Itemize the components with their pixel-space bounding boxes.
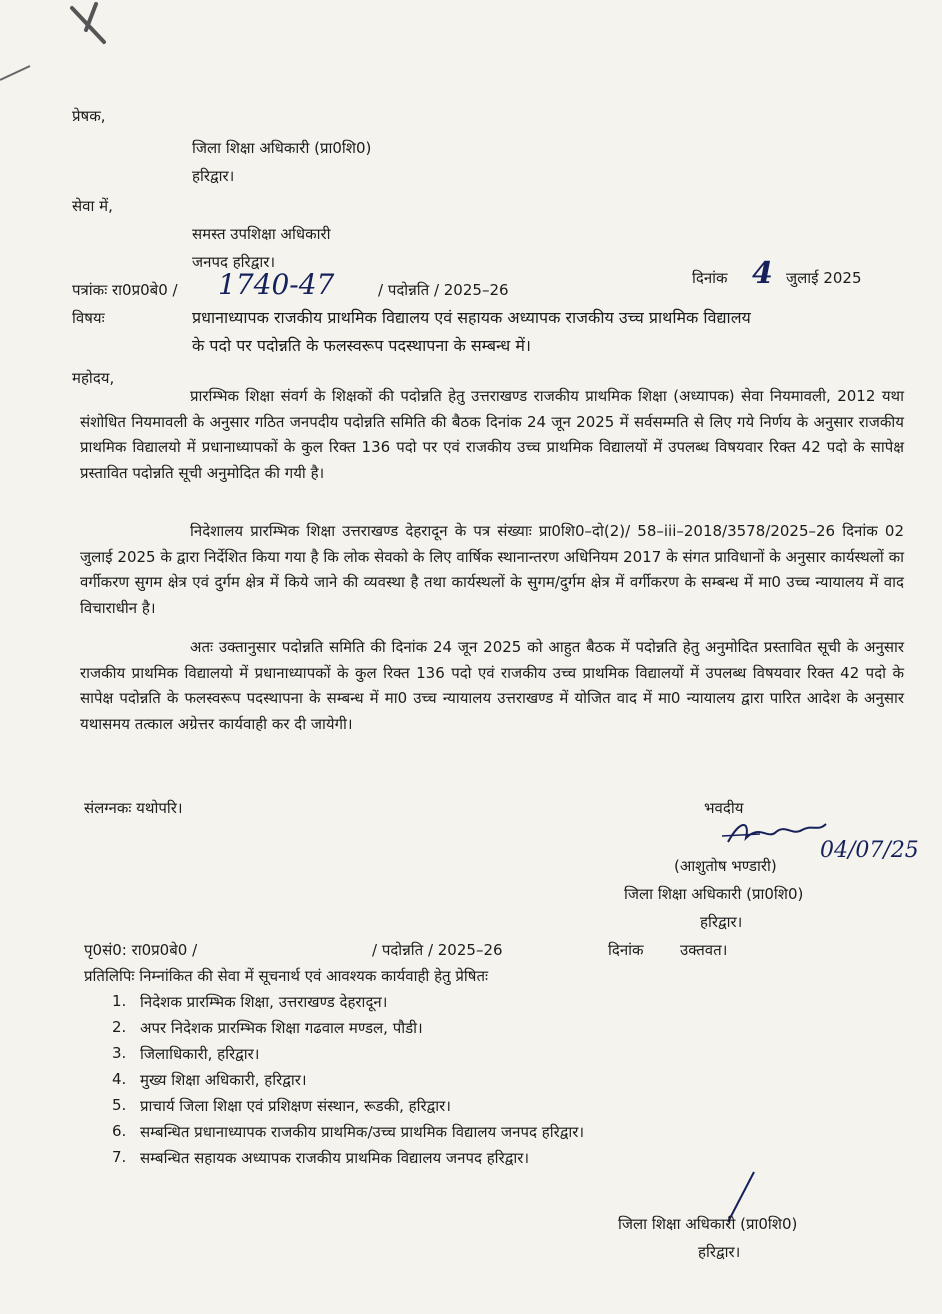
list-item-number: 2. bbox=[112, 1018, 127, 1036]
list-item-number: 6. bbox=[112, 1122, 127, 1140]
reference-suffix: / पदोन्नति / 2025–26 bbox=[378, 281, 509, 299]
sender-designation: जिला शिक्षा अधिकारी (प्रा0शि0) bbox=[192, 139, 372, 157]
list-item-number: 7. bbox=[112, 1148, 127, 1166]
body-paragraph-1: प्रारम्भिक शिक्षा संवर्ग के शिक्षकों की पदोन्नति हेतु उत्तराखण्ड राजकीय प्राथमिक शिक्षा (अध्यापक) सेवा नियमावली, 2012 यथा संशोधित नियमावली के अनुसार गठित जनपदीय पदोन्नति समिति की बैठक दिनांक 24 जून 2025 में सर्वसम्मति से लिए गये निर्णय के अनुसार राजकीय प्राथमिक विद्यालयो में प्रधानाध्यापकों के कुल रिक्त 136 पदो पर एवं राजकीय उच्च प्राथमिक विद्यालयों में उपलब्ध विषयवार रिक्त 42 पदो के सापेक्ष प्रस्तावित पदोन्नति सूची अनुमोदित की गयी है। bbox=[80, 387, 904, 482]
signature-closing: भवदीय bbox=[704, 799, 744, 817]
reference-date-day: 4 bbox=[752, 256, 773, 291]
reference-prefix: पत्रांकः रा0प्र0बे0 / bbox=[72, 281, 178, 299]
list-item-number: 4. bbox=[112, 1070, 127, 1088]
signature-handwritten-date: 04/07/25 bbox=[820, 838, 919, 863]
list-item-number: 1. bbox=[112, 992, 127, 1010]
list-item-number: 5. bbox=[112, 1096, 127, 1114]
sender-place: हरिद्वार। bbox=[192, 167, 235, 185]
footer-place: हरिद्वार। bbox=[698, 1243, 741, 1261]
reference-handwritten-number: 1740-47 bbox=[218, 268, 335, 301]
signature-name: (आशुतोष भण्डारी) bbox=[674, 857, 777, 875]
enclosure: संलग्नकः यथोपरि। bbox=[84, 799, 183, 817]
subject-line-1: प्रधानाध्यापक राजकीय प्राथमिक विद्यालय एवं सहायक अध्यापक राजकीय उच्च प्राथमिक विद्यालय bbox=[192, 308, 751, 327]
list-item: सम्बन्धित प्रधानाध्यापक राजकीय प्राथमिक/उच्च प्राथमिक विद्यालय जनपद हरिद्वार। bbox=[140, 1123, 585, 1141]
subject-label: विषयः bbox=[72, 309, 105, 327]
list-item: सम्बन्धित सहायक अध्यापक राजकीय प्राथमिक विद्यालय जनपद हरिद्वार। bbox=[140, 1149, 530, 1167]
copy-reference-date-value: उक्तवत। bbox=[680, 941, 728, 959]
footer-designation: जिला शिक्षा अधिकारी (प्रा0शि0) bbox=[618, 1215, 798, 1233]
list-item-number: 3. bbox=[112, 1044, 127, 1062]
copy-intro: प्रतिलिपिः निम्नांकित की सेवा में सूचनार्थ एवं आवश्यक कार्यवाही हेतु प्रेषितः bbox=[84, 967, 489, 985]
list-item: निदेशक प्रारम्भिक शिक्षा, उत्तराखण्ड देहरादून। bbox=[140, 993, 388, 1011]
list-item: मुख्य शिक्षा अधिकारी, हरिद्वार। bbox=[140, 1071, 307, 1089]
list-item: जिलाधिकारी, हरिद्वार। bbox=[140, 1045, 260, 1063]
reference-date-rest: जुलाई 2025 bbox=[786, 269, 862, 287]
copy-reference-prefix: पृ0सं0: रा0प्र0बे0 / bbox=[84, 941, 198, 959]
body-paragraph-2: निदेशालय प्रारम्भिक शिक्षा उत्तराखण्ड देहरादून के पत्र संख्याः प्रा0शि0–दो(2)/ 58–iii–2018/3578/2025–26 दिनांक 02 जुलाई 2025 के द्वारा निर्देशित किया गया है कि लोक सेवको के लिए वार्षिक स्थानान्तरण अधिनियम 2017 के संगत प्राविधानों के अनुसार कार्यस्थलों का वर्गीकरण सुगम क्षेत्र एवं दुर्गम क्षेत्र में किये जाने की व्यवस्था है तथा कार्यस्थलों के सुगम/दुर्गम क्षेत्र में वर्गीकरण के सम्बन्ध में मा0 उच्च न्यायालय में वाद विचाराधीन है। bbox=[80, 522, 904, 617]
signature-place: हरिद्वार। bbox=[700, 913, 743, 931]
staple-mark bbox=[0, 0, 140, 90]
subject-line-2: के पदो पर पदोन्नति के फलस्वरूप पदस्थापना के सम्बन्ध में। bbox=[192, 336, 531, 355]
copy-reference-middle: / पदोन्नति / 2025–26 bbox=[372, 941, 503, 959]
sender-label: प्रेषक, bbox=[72, 107, 106, 125]
salutation: महोदय, bbox=[72, 369, 115, 387]
recipient-label: सेवा में, bbox=[72, 197, 113, 215]
copy-reference-date-label: दिनांक bbox=[608, 941, 644, 959]
signature-designation: जिला शिक्षा अधिकारी (प्रा0शि0) bbox=[624, 885, 804, 903]
body-paragraph-3: अतः उक्तानुसार पदोन्नति समिति की दिनांक 24 जून 2025 को आहुत बैठक में पदोन्नति हेतु अनुमोदित प्रस्तावित सूची के अनुसार राजकीय प्राथमिक विद्यालयो में प्रधानाध्यापकों के कुल रिक्त 136 पदो एवं राजकीय उच्च प्राथमिक विद्यालयों में उपलब्ध विषयवार रिक्त 42 पदो के सापेक्ष पदोन्नति के फलस्वरूप पदस्थापना के सम्बन्ध में मा0 उच्च न्यायालय उत्तराखण्ड में योजित वाद में मा0 न्यायालय द्वारा पारित आदेश के अनुसार यथासमय तत्काल अग्रेत्तर कार्यवाही कर दी जायेगी। bbox=[80, 638, 904, 733]
list-item: प्राचार्य जिला शिक्षा एवं प्रशिक्षण संस्थान, रूडकी, हरिद्वार। bbox=[140, 1097, 451, 1115]
reference-date-label: दिनांक bbox=[692, 269, 728, 287]
recipient-place: जनपद हरिद्वार। bbox=[192, 253, 276, 271]
list-item: अपर निदेशक प्रारम्भिक शिक्षा गढवाल मण्डल, पौडी। bbox=[140, 1019, 423, 1037]
recipient-designation: समस्त उपशिक्षा अधिकारी bbox=[192, 225, 331, 243]
